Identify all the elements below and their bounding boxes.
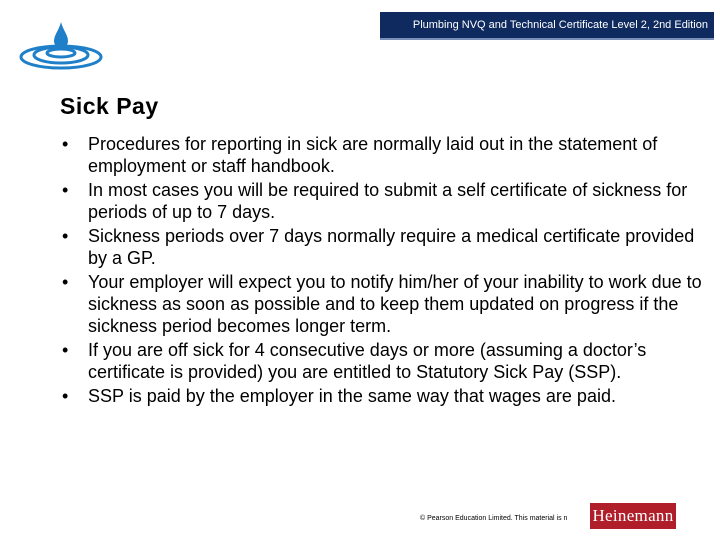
bullet-item — [62, 179, 712, 223]
bullet-dot-icon: • — [62, 386, 69, 406]
bullet-list — [62, 133, 712, 409]
bullet-dot-icon: • — [62, 180, 69, 200]
water-drop-logo-icon — [18, 20, 104, 70]
bullet-dot-icon: • — [62, 226, 69, 246]
bullet-text: Your employer will expect you to notify him/her of your inability to work due to sickness as soon as possible and to keep them updated on progress if the sickness period becomes longer term. — [88, 272, 702, 336]
header-divider — [380, 38, 714, 40]
bullet-item — [62, 225, 712, 269]
copyright-notice: © Pearson Education Limited. This material is n — [420, 515, 568, 522]
bullet-dot-icon: • — [62, 340, 69, 360]
bullet-text: If you are off sick for 4 consecutive days or more (assuming a doctor’s certificate is provided) you are entitled to Statutory Sick Pay (SSP). — [88, 340, 647, 382]
slide-title: Sick Pay — [60, 93, 159, 119]
publisher-logo: Heinemann — [590, 503, 676, 529]
bullet-text: SSP is paid by the employer in the same way that wages are paid. — [88, 386, 616, 406]
bullet-item — [62, 271, 712, 337]
bullet-item — [62, 339, 712, 383]
book-title: Plumbing NVQ and Technical Certificate Level 2, 2nd Edition — [412, 19, 708, 31]
bullet-text: In most cases you will be required to submit a self certificate of sickness for periods of up to 7 days. — [88, 180, 688, 222]
bullet-dot-icon: • — [62, 272, 69, 292]
bullet-item — [62, 385, 712, 407]
bullet-dot-icon: • — [62, 134, 69, 154]
bullet-text: Procedures for reporting in sick are normally laid out in the statement of employment or staff handbook. — [88, 134, 658, 176]
bullet-text: Sickness periods over 7 days normally require a medical certificate provided by a GP. — [88, 226, 695, 268]
book-title-banner — [380, 12, 714, 38]
bullet-item — [62, 133, 712, 177]
